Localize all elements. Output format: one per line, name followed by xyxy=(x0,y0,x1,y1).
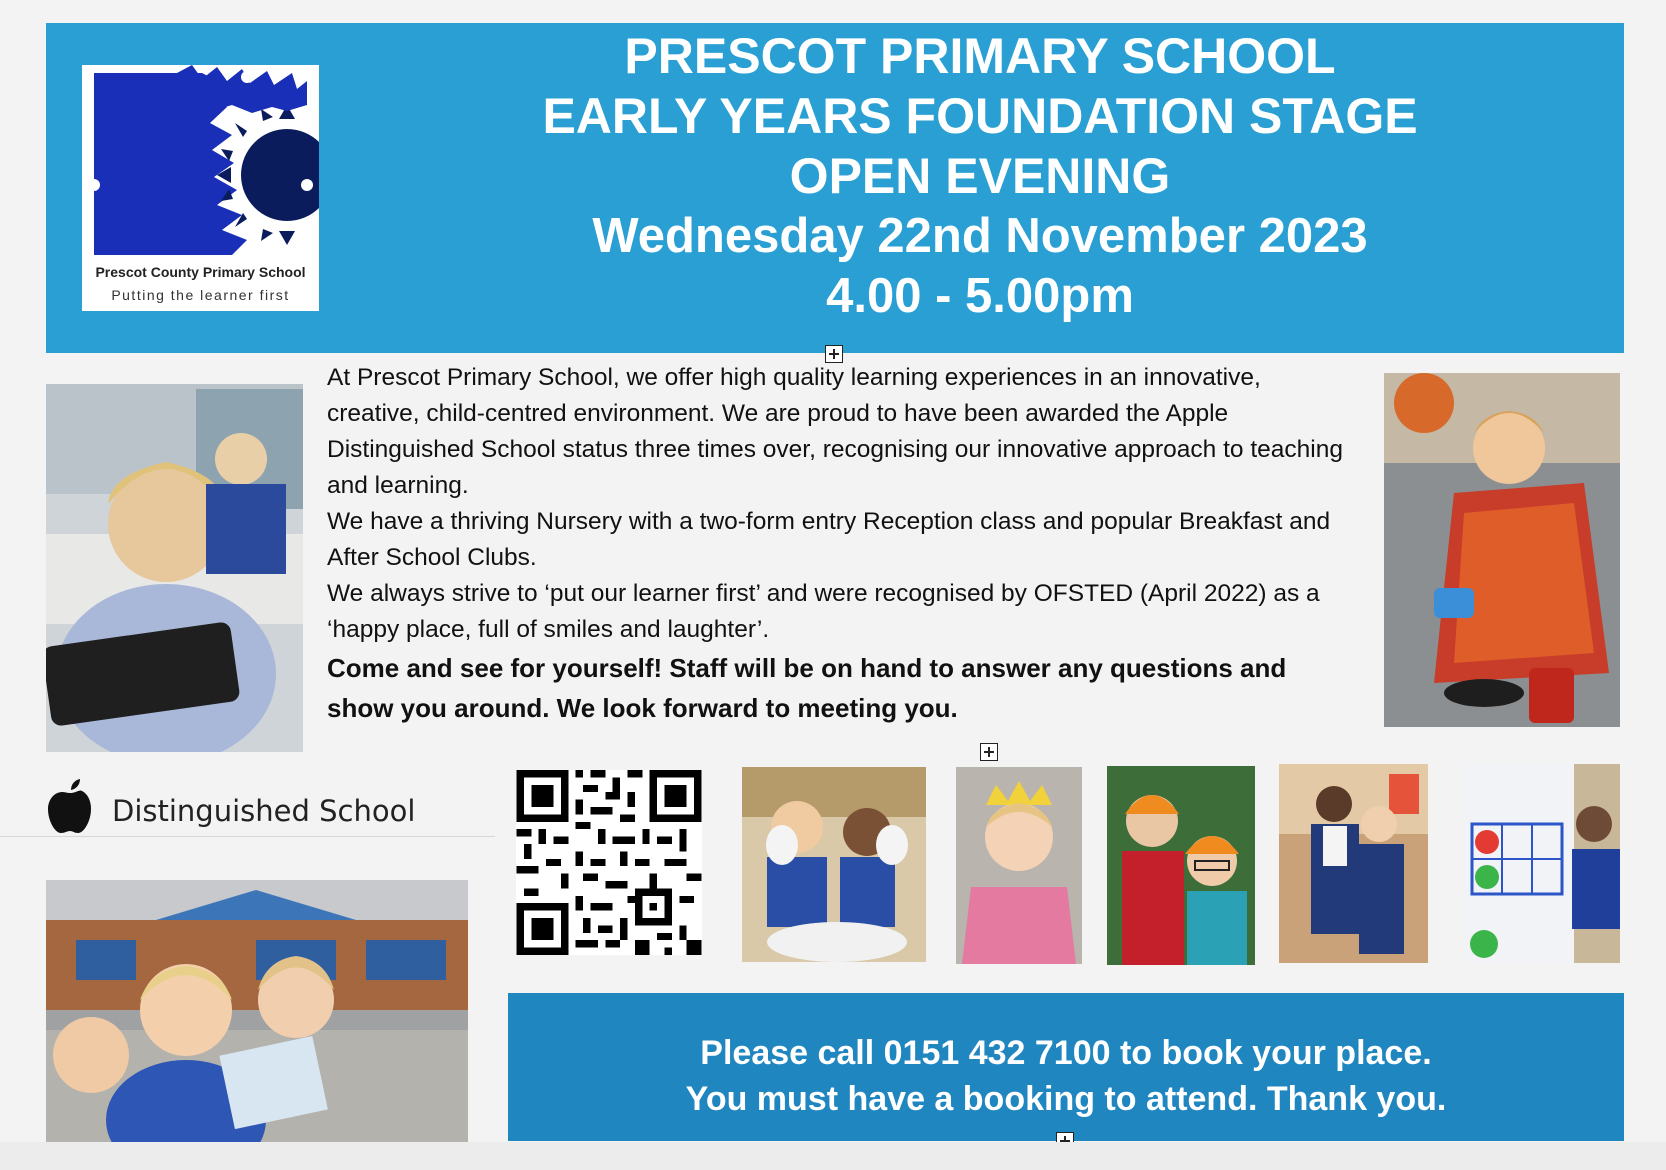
qr-code-graphic xyxy=(516,770,702,955)
booking-text xyxy=(508,1030,1624,1122)
apple-logo-graphic xyxy=(46,779,94,835)
event-title: OPEN EVENING xyxy=(789,148,1171,204)
photo-interactive-board-graphic xyxy=(1464,764,1620,963)
ofsted-paragraph: We always strive to ‘put our learner first’ and were recognised by OFSTED (April 2022) as a ‘happy place, full of smiles and laughter’. xyxy=(327,580,1320,643)
photo-climbing-helmets xyxy=(1107,766,1255,965)
stage-title: EARLY YEARS FOUNDATION STAGE xyxy=(542,88,1418,144)
photo-girl-tablet xyxy=(46,384,303,752)
photo-pupils-classroom xyxy=(1279,764,1428,963)
school-title: PRESCOT PRIMARY SCHOOL xyxy=(624,28,1336,84)
photo-messy-play-graphic xyxy=(742,767,926,962)
photo-interactive-board xyxy=(1464,764,1620,963)
logo-school-name: Prescot County Primary School xyxy=(95,264,306,280)
photo-children-reading xyxy=(46,880,468,1142)
photo-dress-up xyxy=(956,767,1082,964)
apple-logo-icon xyxy=(46,779,94,840)
photo-pupils-classroom-graphic xyxy=(1279,764,1428,963)
photo-children-reading-graphic xyxy=(46,880,468,1142)
header-title-block xyxy=(520,26,1440,326)
body-text xyxy=(327,360,1357,728)
booking-required-line: You must have a booking to attend. Thank you. xyxy=(685,1080,1447,1118)
apple-distinguished-label: Distinguished School xyxy=(112,794,416,828)
photo-climbing-helmets-graphic xyxy=(1107,766,1255,965)
intro-paragraph: At Prescot Primary School, we offer high quality learning experiences in an innovative, creative, child-centred environment. We are proud to have been awarded the Apple Distinguished School status three times over, recognising our innovative approach to teaching and learning. xyxy=(327,364,1343,499)
photo-messy-play xyxy=(742,767,926,962)
nursery-paragraph: We have a thriving Nursery with a two-form entry Reception class and popular Breakfast and After School Clubs. xyxy=(327,508,1331,571)
photo-boy-painting-graphic xyxy=(1384,373,1620,727)
photo-dress-up-graphic xyxy=(956,767,1082,964)
photo-boy-painting xyxy=(1384,373,1620,727)
logo-motto: Putting the learner first xyxy=(111,287,290,303)
qr-code[interactable] xyxy=(516,770,702,955)
photo-girl-tablet-graphic xyxy=(46,384,303,752)
invitation-paragraph: Come and see for yourself! Staff will be on hand to answer any questions and show you around. We look forward to meeting you. xyxy=(327,653,1287,723)
move-handle-icon[interactable] xyxy=(980,743,998,761)
booking-phone-line: Please call 0151 432 7100 to book your place. xyxy=(700,1034,1432,1072)
event-time: 4.00 - 5.00pm xyxy=(826,269,1134,323)
school-logo xyxy=(82,65,319,311)
divider-line xyxy=(0,836,495,837)
bottom-strip xyxy=(0,1142,1666,1170)
event-date: Wednesday 22nd November 2023 xyxy=(592,209,1368,263)
